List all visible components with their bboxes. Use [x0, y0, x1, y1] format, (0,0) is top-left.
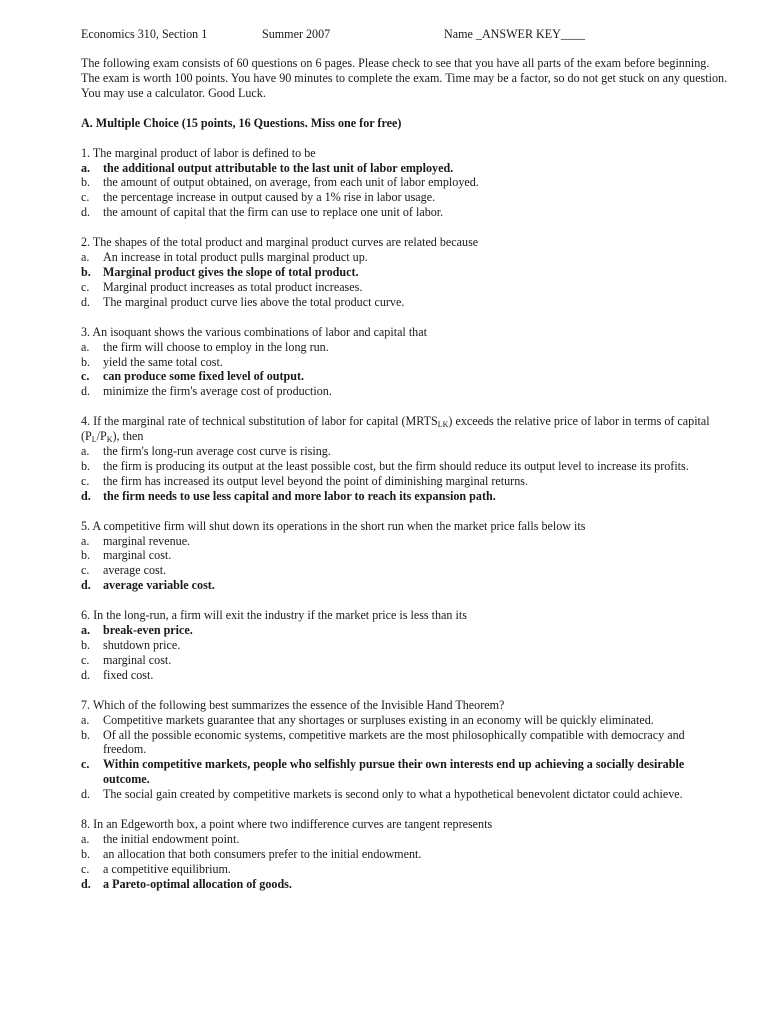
- answer-option: [81, 787, 728, 802]
- option-text: average cost.: [103, 563, 167, 578]
- answer-option: [81, 713, 728, 728]
- question-1: [81, 146, 728, 221]
- option-letter: c.: [81, 190, 90, 205]
- option-text: the amount of output obtained, on average, from each unit of labor employed.: [103, 175, 479, 190]
- option-letter: a.: [81, 623, 91, 638]
- option-text: The social gain created by competitive markets is second only to what a hypothetical benevolent dictator could achieve.: [103, 787, 683, 802]
- option-letter: d.: [81, 667, 91, 682]
- option-letter: b.: [81, 264, 91, 279]
- question-list: [81, 146, 728, 892]
- answer-option: [81, 832, 728, 847]
- answer-option: [81, 384, 728, 399]
- option-text: marginal revenue.: [103, 533, 191, 548]
- option-text: the firm needs to use less capital and more labor to reach its expansion path.: [103, 488, 496, 503]
- option-letter: c.: [81, 473, 90, 488]
- question-stem: 6. In the long-run, a firm will exit the industry if the market price is less than its: [81, 608, 467, 623]
- subscript: LK: [437, 420, 449, 430]
- option-text: The marginal product curve lies above the total product curve.: [103, 294, 405, 309]
- answer-option: [81, 340, 728, 355]
- option-text: average variable cost.: [103, 578, 215, 593]
- question-6: [81, 608, 728, 683]
- answer-option: [81, 728, 728, 758]
- option-letter: b.: [81, 846, 91, 861]
- stem-text: ), then: [112, 429, 144, 444]
- exam-instructions: The following exam consists of 60 questions on 6 pages. Please check to see that you have all parts of the exam before beginning. The exam is worth 100 points. You have 90 minutes to complete the exam. Time may be a factor, so do not get stuck on any question. You may use a calculator. Good Luck.: [81, 56, 728, 100]
- option-text: an allocation that both consumers prefer to the initial endowment.: [103, 846, 422, 861]
- stem-text: 4. If the marginal rate of technical substitution of labor for capital (MRTS: [81, 414, 438, 429]
- option-text: can produce some fixed level of output.: [103, 369, 304, 384]
- question-stem: 8. In an Edgeworth box, a point where two indifference curves are tangent represents: [81, 817, 493, 832]
- answer-option-correct: [81, 489, 728, 504]
- answer-option: [81, 534, 728, 549]
- option-text: An increase in total product pulls marginal product up.: [103, 250, 368, 265]
- answer-option: [81, 355, 728, 370]
- option-letter: b.: [81, 458, 91, 473]
- answer-option-correct: [81, 369, 728, 384]
- question-7: [81, 698, 728, 802]
- option-text: marginal cost.: [103, 548, 172, 563]
- option-text: Marginal product gives the slope of total product.: [103, 264, 359, 279]
- option-letter: c.: [81, 369, 90, 384]
- option-text: Of all the possible economic systems, competitive markets are the most philosophically compatible with democracy and freedom.: [103, 727, 685, 757]
- option-letter: a.: [81, 160, 91, 175]
- option-letter: d.: [81, 384, 91, 399]
- option-text: the initial endowment point.: [103, 831, 240, 846]
- name-field: Name _ANSWER KEY____: [444, 27, 586, 41]
- option-letter: a.: [81, 533, 90, 548]
- answer-option: [81, 295, 728, 310]
- option-text: a Pareto-optimal allocation of goods.: [103, 876, 292, 891]
- question-4: [81, 414, 728, 503]
- answer-option: [81, 190, 728, 205]
- option-text: fixed cost.: [103, 667, 154, 682]
- option-letter: d.: [81, 578, 91, 593]
- question-2: [81, 235, 728, 310]
- question-stem: 3. An isoquant shows the various combinations of labor and capital that: [81, 324, 427, 339]
- option-letter: c.: [81, 652, 90, 667]
- section-title: A. Multiple Choice (15 points, 16 Questions. Miss one for free): [81, 115, 402, 130]
- option-letter: a.: [81, 712, 90, 727]
- option-text: shutdown price.: [103, 638, 181, 652]
- option-letter: c.: [81, 861, 90, 876]
- option-text: yield the same total cost.: [103, 354, 223, 369]
- answer-option-correct: [81, 623, 728, 638]
- stem-text: /P: [96, 429, 107, 444]
- option-letter: d.: [81, 294, 91, 309]
- answer-option: [81, 474, 728, 489]
- question-stem: [81, 414, 728, 444]
- answer-option: [81, 563, 728, 578]
- answer-option: [81, 847, 728, 862]
- option-letter: d.: [81, 488, 91, 503]
- option-letter: d.: [81, 205, 91, 220]
- option-text: the firm's long-run average cost curve is rising.: [103, 444, 331, 459]
- subscript: L: [91, 435, 97, 445]
- subscript: K: [106, 435, 113, 445]
- question-8: [81, 817, 728, 892]
- option-letter: d.: [81, 876, 91, 891]
- answer-option: [81, 444, 728, 459]
- option-letter: a.: [81, 250, 90, 265]
- answer-option-correct: [81, 757, 728, 787]
- answer-option-correct: [81, 161, 728, 176]
- answer-option: [81, 653, 728, 668]
- option-text: the firm has increased its output level beyond the point of diminishing marginal returns.: [103, 473, 528, 488]
- option-text: the percentage increase in output caused by a 1% rise in labor usage.: [103, 190, 436, 205]
- option-text: Competitive markets guarantee that any shortages or surpluses existing in an economy will be quickly eliminated.: [103, 712, 654, 727]
- answer-option: [81, 250, 728, 265]
- answer-option: [81, 205, 728, 220]
- question-stem: 2. The shapes of the total product and marginal product curves are related because: [81, 235, 479, 250]
- answer-option-correct: [81, 578, 728, 593]
- option-text: a competitive equilibrium.: [103, 861, 231, 876]
- option-letter: b.: [81, 638, 91, 652]
- answer-option: [81, 175, 728, 190]
- option-letter: c.: [81, 279, 90, 294]
- answer-option-correct: [81, 265, 728, 280]
- answer-option: [81, 280, 728, 295]
- question-stem: 5. A competitive firm will shut down its operations in the short run when the market price falls below its: [81, 518, 586, 533]
- answer-option: [81, 459, 728, 474]
- option-text: break-even price.: [103, 623, 193, 638]
- stem-text: ) exceeds the relative price of labor in terms of capital (P: [81, 414, 710, 444]
- option-letter: b.: [81, 727, 91, 742]
- answer-option-correct: [81, 877, 728, 892]
- option-text: Marginal product increases as total product increases.: [103, 279, 363, 294]
- option-letter: a.: [81, 831, 90, 846]
- answer-option: [81, 548, 728, 563]
- option-text: Within competitive markets, people who selfishly pursue their own interests end up achieving a socially desirable outcome.: [103, 757, 685, 787]
- answer-option: [81, 638, 728, 653]
- option-letter: a.: [81, 444, 90, 459]
- exam-header: [81, 27, 728, 42]
- option-text: minimize the firm's average cost of production.: [103, 384, 332, 399]
- option-letter: a.: [81, 339, 90, 354]
- option-letter: b.: [81, 548, 91, 563]
- option-text: the amount of capital that the firm can use to replace one unit of labor.: [103, 205, 444, 220]
- option-text: marginal cost.: [103, 652, 172, 667]
- option-letter: c.: [81, 757, 90, 772]
- answer-option: [81, 668, 728, 683]
- term-label: Summer 2007: [262, 27, 331, 41]
- option-letter: d.: [81, 787, 91, 802]
- option-text: the additional output attributable to the last unit of labor employed.: [103, 160, 454, 175]
- answer-option: [81, 862, 728, 877]
- option-text: the firm will choose to employ in the long run.: [103, 339, 329, 354]
- option-text: the firm is producing its output at the least possible cost, but the firm should reduce its output level to increase its profits.: [103, 458, 689, 473]
- question-5: [81, 519, 728, 594]
- option-letter: c.: [81, 563, 90, 578]
- question-3: [81, 325, 728, 400]
- question-stem: 1. The marginal product of labor is defined to be: [81, 145, 316, 160]
- option-letter: b.: [81, 354, 91, 369]
- question-stem: 7. Which of the following best summarizes the essence of the Invisible Hand Theorem?: [81, 697, 505, 712]
- option-letter: b.: [81, 175, 91, 190]
- course-label: Economics 310, Section 1: [81, 27, 208, 41]
